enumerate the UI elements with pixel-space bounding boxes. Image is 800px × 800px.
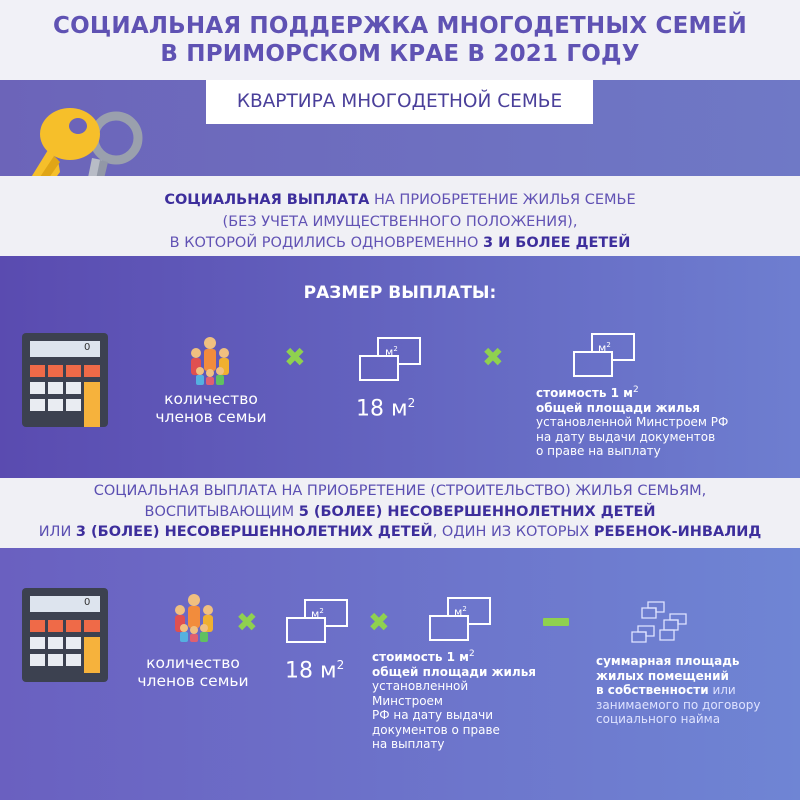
calc-display-2: 0 bbox=[84, 597, 91, 608]
area-1-sup: 2 bbox=[407, 396, 416, 410]
family-label-2 bbox=[128, 654, 258, 690]
cost1-line3: установленной Минстроем РФ bbox=[536, 415, 729, 429]
calculator-icon bbox=[22, 588, 108, 682]
area-1-text: 18 м bbox=[356, 396, 408, 422]
sum-line2: жилых помещений bbox=[596, 668, 729, 683]
minus-icon bbox=[543, 618, 569, 626]
cost2-line5: документов о праве bbox=[372, 722, 500, 737]
sum-line3-bold: в собственности bbox=[596, 683, 709, 697]
m2-icon-sup-3: 2 bbox=[319, 607, 324, 615]
cost1-line1: стоимость 1 м bbox=[536, 386, 633, 400]
subtitle-box: КВАРТИРА МНОГОДЕТНОЙ СЕМЬЕ bbox=[206, 80, 593, 124]
sum-line4: занимаемого по договору bbox=[596, 697, 761, 712]
title-line-2: В ПРИМОРСКОМ КРАЕ В 2021 ГОДУ bbox=[160, 41, 640, 67]
cost1-line2: общей площади жилья bbox=[536, 400, 701, 415]
m2-icon-text-3: м bbox=[311, 607, 320, 621]
m2-icon bbox=[428, 596, 492, 642]
title-line-1: СОЦИАЛЬНАЯ ПОДДЕРЖКА МНОГОДЕТНЫХ СЕМЕЙ bbox=[53, 13, 747, 39]
cost1-line5: о праве на выплату bbox=[536, 444, 661, 458]
m2-icon bbox=[572, 332, 636, 378]
m2-icon-label bbox=[385, 345, 398, 359]
m2-icon-text: м bbox=[385, 345, 394, 359]
info1-line3: В КОТОРОЙ РОДИЛИСЬ ОДНОВРЕМЕННО bbox=[169, 235, 483, 251]
calc-display-1: 0 bbox=[84, 342, 91, 353]
m2-icon-label-4 bbox=[454, 605, 467, 619]
m2-icon-label-2 bbox=[598, 341, 611, 355]
multiply-icon-2: ✖ bbox=[482, 343, 504, 373]
family-icon bbox=[186, 335, 234, 385]
info2-line2-bold: 5 (БОЛЕЕ) НЕСОВЕРШЕННОЛЕТНИХ ДЕТЕЙ bbox=[298, 503, 656, 520]
area-2-sup: 2 bbox=[336, 658, 345, 672]
m2-icon-sup-2: 2 bbox=[606, 341, 611, 349]
cost2-line1: стоимость 1 м bbox=[372, 650, 469, 664]
page-title bbox=[0, 12, 800, 68]
info1-line1: НА ПРИОБРЕТЕНИЕ ЖИЛЬЯ СЕМЬЕ bbox=[369, 192, 636, 208]
info2-line1: СОЦИАЛЬНАЯ ВЫПЛАТА НА ПРИОБРЕТЕНИЕ (СТРОИТЕЛЬСТВО) ЖИЛЬЯ СЕМЬЯМ, bbox=[93, 483, 707, 499]
calculator-icon bbox=[22, 333, 108, 427]
info-text-1 bbox=[80, 190, 720, 255]
info1-line2: (БЕЗ УЧЕТА ИМУЩЕСТВЕННОГО ПОЛОЖЕНИЯ), bbox=[222, 213, 578, 230]
sum-line1: суммарная площадь bbox=[596, 654, 740, 668]
m2-icon-text-4: м bbox=[454, 605, 463, 619]
cost2-line3: установленной Минстроем bbox=[372, 679, 469, 708]
m2-icon bbox=[285, 598, 349, 644]
family-icon bbox=[170, 592, 218, 642]
area-value-2 bbox=[285, 658, 344, 683]
info1-line3-bold: 3 И БОЛЕЕ ДЕТЕЙ bbox=[482, 235, 631, 251]
cost1-sup: 2 bbox=[632, 385, 639, 395]
info2-line3-bold: 3 (БОЛЕЕ) НЕСОВЕРШЕННОЛЕТНИХ ДЕТЕЙ bbox=[75, 524, 433, 540]
family-label-2-b: членов семьи bbox=[137, 672, 249, 690]
family-label-1-a: количество bbox=[164, 390, 258, 408]
m2-icon-label-3 bbox=[311, 607, 324, 621]
info-text-2 bbox=[0, 481, 800, 543]
cost2-sup: 2 bbox=[468, 649, 475, 659]
m2-icon-sup: 2 bbox=[393, 345, 398, 353]
info2-line2: ВОСПИТЫВАЮЩИМ bbox=[144, 503, 299, 520]
cost-description-1 bbox=[536, 383, 776, 459]
area-2-text: 18 м bbox=[285, 658, 337, 684]
sum-area-description bbox=[596, 654, 796, 727]
info2-line3: ИЛИ bbox=[38, 524, 76, 540]
m2-icon bbox=[358, 336, 422, 382]
cost-description-2 bbox=[372, 647, 537, 752]
family-label-1-b: членов семьи bbox=[155, 408, 267, 426]
info1-bold: СОЦИАЛЬНАЯ ВЫПЛАТА bbox=[164, 192, 370, 208]
family-label-1 bbox=[146, 390, 276, 426]
family-label-2-a: количество bbox=[146, 654, 240, 672]
multiply-icon-3: ✖ bbox=[236, 608, 258, 638]
payment-size-label: РАЗМЕР ВЫПЛАТЫ: bbox=[303, 283, 497, 303]
cost2-line4: РФ на дату выдачи bbox=[372, 708, 494, 722]
sum-line3-rest: или bbox=[708, 683, 736, 697]
sum-line5: социального найма bbox=[596, 712, 721, 726]
area-value-1 bbox=[356, 396, 415, 421]
m2-icon-text-2: м bbox=[598, 341, 607, 355]
cost2-line2: общей площади жилья bbox=[372, 664, 537, 679]
apartments-icon bbox=[630, 600, 696, 646]
info2-line3-bold2: РЕБЕНОК-ИНВАЛИД bbox=[593, 524, 762, 540]
cost1-line4: на дату выдачи документов bbox=[536, 429, 716, 444]
info2-line3-mid: , ОДИН ИЗ КОТОРЫХ bbox=[432, 524, 594, 540]
multiply-icon-4: ✖ bbox=[368, 608, 390, 638]
m2-icon-sup-4: 2 bbox=[462, 605, 467, 613]
cost2-line6: на выплату bbox=[372, 737, 445, 751]
multiply-icon: ✖ bbox=[284, 343, 306, 373]
